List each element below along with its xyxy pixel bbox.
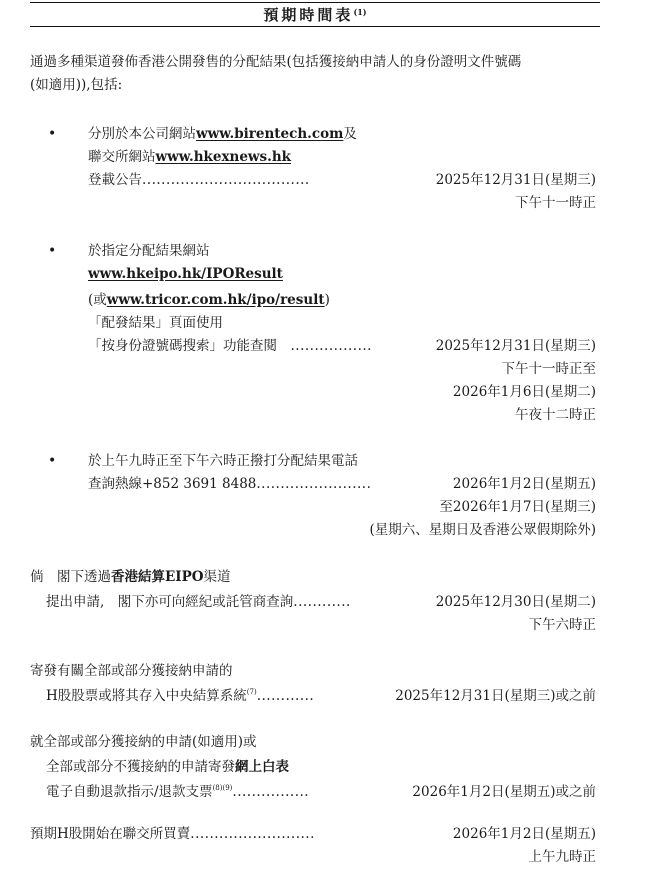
item1-time: 下午十一時正	[515, 195, 596, 211]
item2-paren-open: (或	[88, 292, 107, 308]
eipo-time: 下午六時正	[528, 617, 596, 633]
channel-item-1	[0, 123, 647, 215]
page-title: 預期時間表	[263, 6, 354, 24]
item1-date: 2025年12月31日(星期三)	[435, 172, 596, 188]
refund-text-3: 電子自動退款指示/退款支票	[46, 784, 213, 800]
item2-text-5: 「按身份證號碼搜索」功能查閱	[88, 338, 277, 354]
item1-text: 分別於本公司網站	[88, 126, 196, 142]
share-certificate-section	[0, 660, 647, 708]
tricor-result-link[interactable]: www.tricor.com.hk/ipo/result	[106, 292, 325, 308]
certificate-text: 寄發有關全部或部分獲接納申請的	[30, 663, 233, 679]
dealing-time: 上午九時正	[528, 849, 596, 865]
white-form-eipo: 網上白表	[235, 759, 289, 775]
refund-section	[0, 731, 647, 804]
item3-text: 於上午九時正至下午六時正撥打分配結果電話	[88, 453, 358, 469]
item1-text-3: 登載公告	[88, 172, 142, 188]
footnote-ref: (8)(9)	[212, 784, 233, 792]
intro-line-1: 通過多種渠道發佈香港公開發售的分配結果(包括獲接納申請人的身份證明文件號碼	[30, 54, 522, 70]
item2-paren-close: )	[324, 292, 330, 308]
refund-text: 就全部或部分獲接納的申請(如適用)或	[30, 734, 257, 750]
hotline-text: 查詢熱線+852 3691 8488	[88, 476, 257, 492]
header-top-rule	[30, 2, 600, 3]
eipo-date: 2025年12月30日(星期二)	[435, 594, 596, 610]
eipo-text-post: 渠道	[203, 569, 231, 585]
intro-paragraph	[0, 51, 647, 97]
item2-text: 於指定分配結果網站	[88, 243, 210, 259]
header-bottom-rule	[30, 26, 600, 27]
dealing-text: 預期H股開始在聯交所買賣	[30, 826, 191, 842]
leader-dots: .................	[290, 338, 372, 354]
leader-dots: ................	[232, 784, 310, 800]
refund-text-2: 全部或部分不獲接納的申請寄發	[46, 759, 235, 775]
bullet-icon: •	[48, 126, 57, 142]
leader-dots: ..........................	[190, 826, 315, 842]
channel-item-3	[0, 450, 647, 542]
item2-date: 2025年12月31日(星期三)	[435, 338, 596, 354]
dealing-section	[0, 823, 647, 869]
hkex-website-link[interactable]: www.hkexnews.hk	[155, 149, 292, 165]
leader-dots: ............	[293, 594, 351, 610]
title-footnote: (1)	[353, 7, 367, 17]
refund-date: 2026年1月2日(星期五)或之前	[412, 784, 596, 800]
eipo-text-2: 提出申請, 閣下亦可向經紀或託管商查詢	[46, 594, 294, 610]
item3-holiday-note: (星期六、星期日及香港公眾假期除外)	[369, 522, 596, 538]
item1-text-post: 及	[343, 126, 357, 142]
bullet-icon: •	[48, 453, 57, 469]
item2-text-4: 「配發結果」頁面使用	[88, 315, 223, 331]
item2-time-2: 午夜十二時正	[515, 407, 596, 423]
eipo-text: 倘 閣下透過	[30, 569, 111, 585]
certificate-date: 2025年12月31日(星期三)或之前	[395, 688, 596, 704]
eipo-channel-name: 香港結算EIPO	[111, 569, 204, 585]
intro-line-2: (如適用)),包括:	[30, 77, 123, 93]
hkeipo-result-link[interactable]: www.hkeipo.hk/IPOResult	[88, 266, 283, 282]
leader-dots: ...................................	[142, 172, 310, 188]
leader-dots: ............	[256, 688, 315, 704]
bullet-icon: •	[48, 243, 57, 259]
item2-time-1: 下午十一時正至	[501, 361, 596, 377]
leader-dots: ........................	[256, 476, 372, 492]
item1-text-2: 聯交所網站	[88, 149, 156, 165]
footnote-ref: (7)	[246, 688, 257, 696]
channel-item-2	[0, 240, 647, 427]
item3-date: 2026年1月2日(星期五)	[452, 476, 596, 492]
eipo-section	[0, 566, 647, 637]
certificate-text-2: H股股票或將其存入中央結算系統	[46, 688, 247, 704]
page-header	[30, 4, 600, 26]
item2-date-2: 2026年1月6日(星期二)	[452, 384, 596, 400]
item3-date-2: 至2026年1月7日(星期三)	[439, 499, 596, 515]
company-website-link[interactable]: www.birentech.com	[196, 126, 344, 142]
dealing-date: 2026年1月2日(星期五)	[452, 826, 596, 842]
